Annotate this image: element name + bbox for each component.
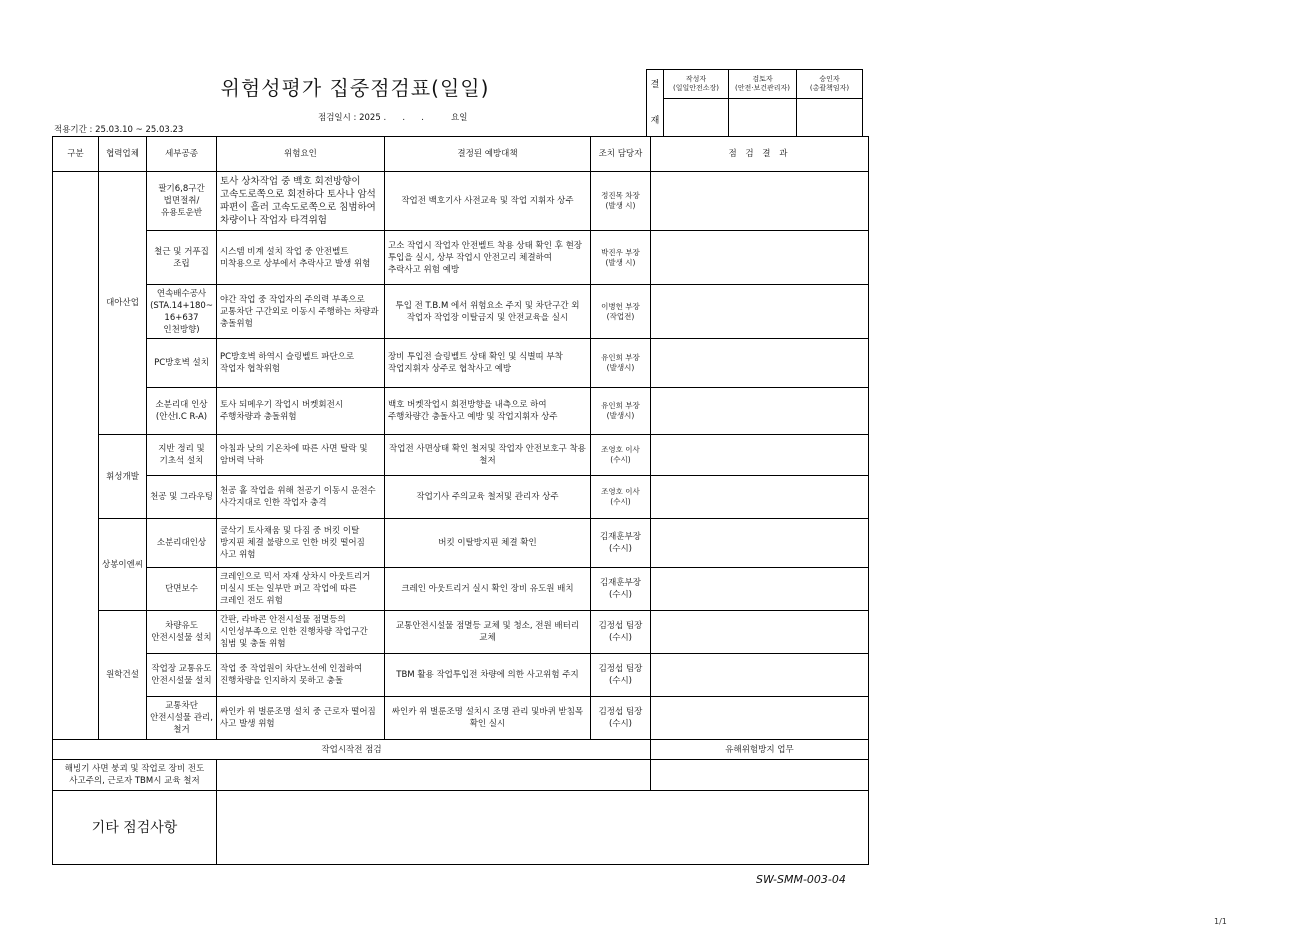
manager-cell: 김정섭 팀장 (수시) [590, 697, 650, 740]
result-cell[interactable] [650, 172, 868, 231]
inspection-date: 점검일시 : 2025 . . . 요일 [318, 113, 468, 123]
result-cell[interactable] [650, 654, 868, 697]
company-cell: 휘성개발 [99, 435, 147, 519]
result-cell[interactable] [650, 476, 868, 519]
header-category: 구분 [53, 137, 99, 172]
hazard-prevention-label: 유해위험방지 업무 [650, 740, 868, 760]
manager-cell: 이병헌 부장 (작업전) [590, 285, 650, 339]
hazard-cell: 토사 되메우기 작업시 버켓회전시 주행차량과 충돌위험 [216, 388, 384, 435]
hazard-cell: 작업 중 작업원이 차단노선에 인접하여 진행차량을 인지하지 못하고 충돌 [216, 654, 384, 697]
hazard-cell: PC방호벽 하역시 슬링벨트 파단으로 작업자 협착위험 [216, 339, 384, 388]
author-signature-box[interactable] [664, 99, 729, 137]
hazard-cell: 토사 상차작업 중 백호 회전방향이 고속도로쪽으로 회전하다 토사나 암석 파편이 흘러 고속도로쪽으로 침범하여 차량이나 작업자 타격위험 [216, 172, 384, 231]
header-task: 세부공종 [147, 137, 217, 172]
measure-cell: 작업전 백호기사 사전교육 및 작업 지휘자 상주 [384, 172, 590, 231]
measure-cell: 버킷 이탈방지핀 체결 확인 [384, 519, 590, 568]
manager-cell: 김재훈부장 (수시) [590, 519, 650, 568]
manager-cell: 유인희 부장 (발생시) [590, 388, 650, 435]
task-cell: 작업장 교통유도 안전시설물 설치 [147, 654, 217, 697]
company-cell: 대아산업 [99, 172, 147, 435]
measure-cell: 크레인 아웃트리거 실시 확인 장비 유도원 배치 [384, 568, 590, 611]
task-cell: 연속배수공사 (STA.14+180~ 16+637 인천방향) [147, 285, 217, 339]
result-cell[interactable] [650, 231, 868, 285]
hazard-cell: 간판, 라바콘 안전시설물 점멸등의 시인성부족으로 인한 진행차량 작업구간 침범 및 충돌 위험 [216, 611, 384, 654]
company-cell: 상봉이엔씨 [99, 519, 147, 611]
measure-cell: 싸인카 위 벌룬조명 설치시 조명 관리 및바퀴 받침목 확인 실시 [384, 697, 590, 740]
page-title: 위험성평가 집중점검표(일일) [220, 76, 490, 100]
header-contractor: 협력업체 [99, 137, 147, 172]
risk-assessment-table [52, 136, 869, 865]
hazard-cell: 크레인으로 믹서 자재 상차시 아웃트리거 미실시 또는 일부만 펴고 작업에 따른 크레인 전도 위험 [216, 568, 384, 611]
approver-signature-box[interactable] [797, 99, 863, 137]
manager-cell: 박진우 부장 (발생 시) [590, 231, 650, 285]
hazard-cell: 시스템 비계 설치 작업 중 안전벨트 미착용으로 상부에서 추락사고 발생 위험 [216, 231, 384, 285]
measure-cell: 작업기사 주의교육 철저및 관리자 상주 [384, 476, 590, 519]
manager-cell: 김정섭 팀장 (수시) [590, 654, 650, 697]
approval-reviewer: 검토자 (안전·보건관리자) [729, 70, 797, 99]
table-row [53, 388, 869, 435]
manager-cell: 유인희 부장 (발생시) [590, 339, 650, 388]
other-inspection-label: 기타 점검사항 [53, 791, 217, 865]
hazard-cell: 천공 홀 작업을 위해 천공기 이동시 운전수 사각지대로 인한 작업자 충격 [216, 476, 384, 519]
table-row [53, 476, 869, 519]
page-indicator: 1/1 [1214, 917, 1227, 926]
task-cell: 단면보수 [147, 568, 217, 611]
hazard-cell: 굴삭기 토사채움 및 다짐 중 버킷 이탈 방지핀 체결 불량으로 인한 버킷 떨어짐 사고 위험 [216, 519, 384, 568]
result-cell[interactable] [650, 611, 868, 654]
manager-cell: 조영호 이사 (수시) [590, 476, 650, 519]
header-measure: 결정된 예방대책 [384, 137, 590, 172]
approval-box [646, 69, 863, 137]
result-cell[interactable] [650, 697, 868, 740]
table-row [53, 568, 869, 611]
document-code: SW-SMM-003-04 [756, 873, 846, 886]
result-cell[interactable] [650, 388, 868, 435]
hazard-cell: 야간 작업 중 작업자의 주의력 부족으로 교통차단 구간외로 이동시 주행하는 차량과 충돌위험 [216, 285, 384, 339]
hazard-cell: 아침과 낮의 기온차에 따른 사면 탈락 및 암버력 낙하 [216, 435, 384, 476]
hazard-cell: 싸인카 위 벌룬조명 설치 중 근로자 떨어짐 사고 발생 위험 [216, 697, 384, 740]
pre-work-notes-cell[interactable] [216, 760, 650, 791]
header-hazard: 위험요인 [216, 137, 384, 172]
table-row [53, 654, 869, 697]
company-cell: 원학건설 [99, 611, 147, 740]
task-cell: 지반 정리 및 기초석 설치 [147, 435, 217, 476]
task-cell: 교통차단 안전시설물 관리,철거 [147, 697, 217, 740]
task-cell: 차량유도 안전시설물 설치 [147, 611, 217, 654]
table-row [53, 231, 869, 285]
task-cell: 팔기6,8구간 법면절취/ 유용토운반 [147, 172, 217, 231]
manager-cell: 김재훈부장 (수시) [590, 568, 650, 611]
manager-cell: 김정섭 팀장 (수시) [590, 611, 650, 654]
category-cell [53, 172, 99, 740]
approval-side-label: 결 재 [647, 70, 664, 137]
approval-author: 작성자 (일일안전소장) [664, 70, 729, 99]
measure-cell: 작업전 사면상태 확인 철저및 작업자 안전보호구 착용 철저 [384, 435, 590, 476]
task-cell: 철근 및 거푸집 조립 [147, 231, 217, 285]
seasonal-caution-note: 해빙기 사면 붕괴 및 작업로 장비 전도 사고주의, 근로자 TBM시 교육 철저 [53, 760, 217, 791]
other-inspection-cell[interactable] [216, 791, 868, 865]
reviewer-signature-box[interactable] [729, 99, 797, 137]
application-period: 적용기간 : 25.03.10 ~ 25.03.23 [54, 125, 184, 135]
table-row [53, 285, 869, 339]
result-cell[interactable] [650, 519, 868, 568]
measure-cell: 투입 전 T.B.M 에서 위험요소 주지 및 차단구간 외 작업자 작업장 이탈금지 및 안전교육을 실시 [384, 285, 590, 339]
result-cell[interactable] [650, 568, 868, 611]
approval-approver: 승인자 (총괄책임자) [797, 70, 863, 99]
measure-cell: 교통안전시설물 점멸등 교체 및 청소, 전원 배터리 교체 [384, 611, 590, 654]
result-cell[interactable] [650, 285, 868, 339]
measure-cell: 장비 투입전 슬링벨트 상태 확인 및 식별띠 부착 작업지휘자 상주로 협착사고 예방 [384, 339, 590, 388]
table-row [53, 339, 869, 388]
header-manager: 조치 담당자 [590, 137, 650, 172]
table-row [53, 435, 869, 476]
table-row [53, 519, 869, 568]
manager-cell: 정진목 차장 (발생 시) [590, 172, 650, 231]
table-row [53, 697, 869, 740]
result-cell[interactable] [650, 339, 868, 388]
measure-cell: TBM 활용 작업투입전 차량에 의한 사고위험 주지 [384, 654, 590, 697]
table-row [53, 611, 869, 654]
task-cell: PC방호벽 설치 [147, 339, 217, 388]
hazard-prevention-cell[interactable] [650, 760, 868, 791]
header-result: 점 검 결 과 [650, 137, 868, 172]
measure-cell: 백호 버켓작업시 회전방향을 내측으로 하여 주행차량간 충돌사고 예방 및 작업지휘자 상주 [384, 388, 590, 435]
measure-cell: 고소 작업시 작업자 안전벨트 착용 상태 확인 후 현장 투입을 실시, 상부 작업시 안전고리 체결하여 추락사고 위험 예방 [384, 231, 590, 285]
task-cell: 천공 및 그라우팅 [147, 476, 217, 519]
table-row [53, 172, 869, 231]
task-cell: 소분리대 인상 (안산I.C R-A) [147, 388, 217, 435]
pre-work-inspection-label: 작업시작전 점검 [53, 740, 651, 760]
task-cell: 소분리대인상 [147, 519, 217, 568]
manager-cell: 조영호 이사 (수시) [590, 435, 650, 476]
result-cell[interactable] [650, 435, 868, 476]
